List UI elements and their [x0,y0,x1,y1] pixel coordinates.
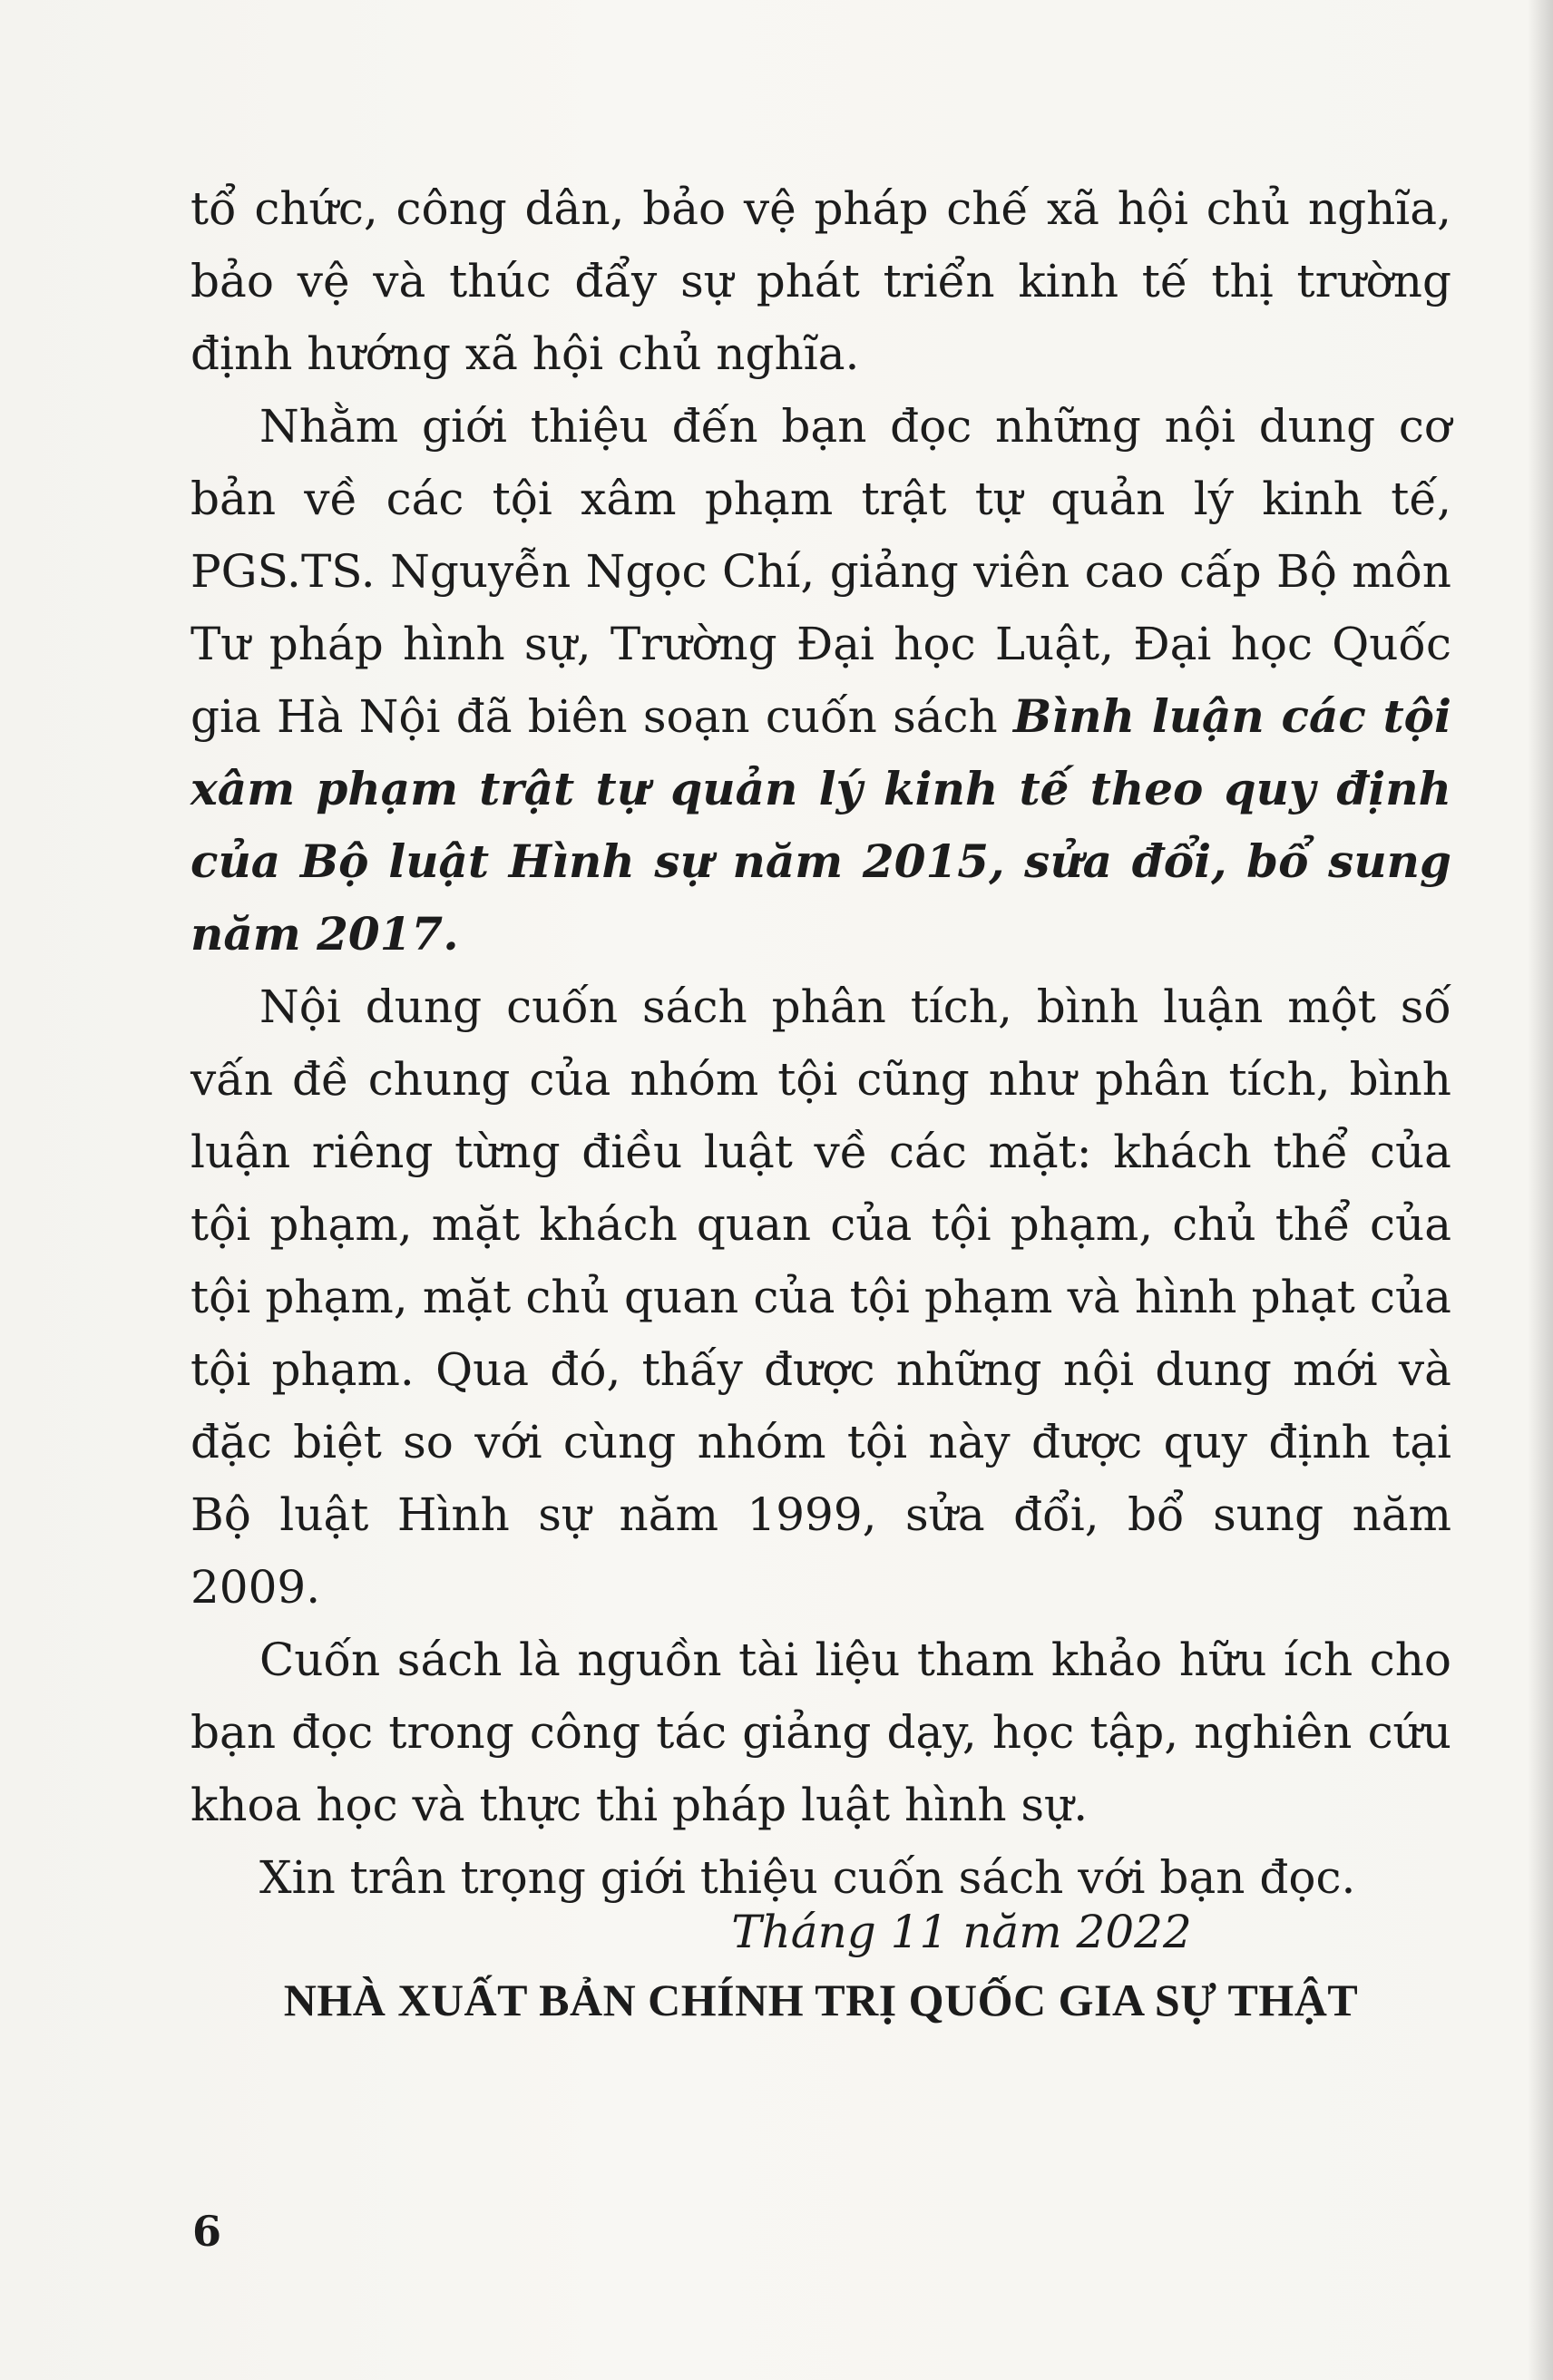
paragraph-book-intro [190,390,1451,971]
book-title: Bình luận các tội xâm phạm trật tự quản lý kinh tế theo quy định của Bộ luật Hình sự năm 2015, sửa đổi, bổ sung năm 2017. [190,689,1452,961]
page-number: 6 [192,2207,222,2256]
paragraph-usefulness [190,1624,1451,1841]
paragraph-text: Nội dung cuốn sách phân tích, bình luận một số vấn đề chung của nhóm tội cũng như phân tích, bình luận riêng từng điều luật về các mặt: khách thể của tội phạm, mặt khách quan của tội phạm, chủ thể của tội phạm, mặt chủ quan của tội phạm và hình phạt của tội phạm. Qua đó, thấy được những nội dung mới và đặc biệt so với cùng nhóm tội này được quy định tại Bộ luật Hình sự năm 1999, sửa đổi, bổ sung năm 2009. [190,980,1451,1614]
paragraph-text: Nhằm giới thiệu đến bạn đọc những nội dung cơ bản về các tội xâm phạm trật tự quản lý kinh tế, PGS.TS. Nguyễn Ngọc Chí, giảng viên cao cấp Bộ môn Tư pháp hình sự, Trường Đại học Luật, Đại học Quốc gia Hà Nội đã biên soạn cuốn sách [190,400,1451,743]
publisher-name: NHÀ XUẤT BẢN CHÍNH TRỊ QUỐC GIA SỰ THẬT [283,1975,1359,2025]
paragraph-content-summary [190,971,1451,1624]
paragraph-text: Xin trân trọng giới thiệu cuốn sách với bạn đọc. [259,1851,1356,1904]
paragraph-continuation [190,172,1451,390]
body-text [190,172,1451,1914]
paragraph-text: tổ chức, công dân, bảo vệ pháp chế xã hội chủ nghĩa, bảo vệ và thúc đẩy sự phát triển kinh tế thị trường định hướng xã hội chủ nghĩa. [190,182,1451,380]
closing-date: Tháng 11 năm 2022 [731,1906,1192,1958]
paragraph-text: Cuốn sách là nguồn tài liệu tham khảo hữu ích cho bạn đọc trong công tác giảng dạy, học tập, nghiên cứu khoa học và thực thi pháp luật hình sự. [190,1634,1451,1831]
page-edge-shadow [1528,0,1553,2380]
